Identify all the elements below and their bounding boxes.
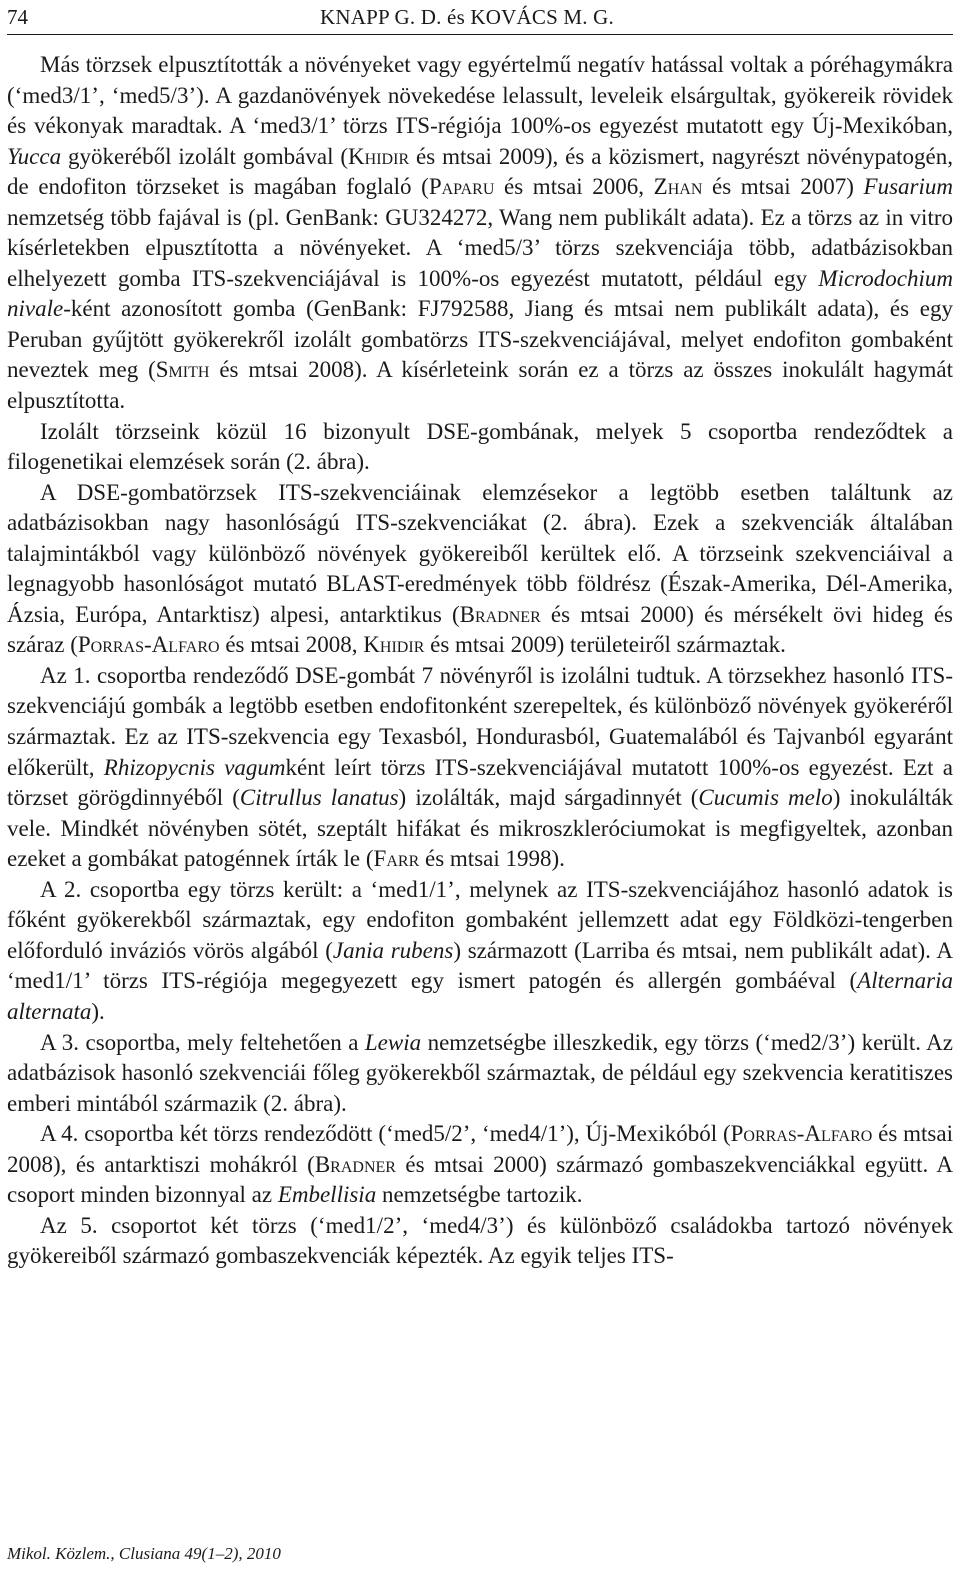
text-run: és mtsai 2006, Z (494, 174, 668, 200)
text-run: Más törzsek elpusztították a növényeket vagy egyértelmű negatív hatással voltak a póréhagymákra (‘med3/1’, ‘med5/3’). A gazdanövények növekedése lelassult, leveleik elsárgultak, gyökereik rövidek és vékonyak maradtak. A ‘med3/1’ törzs ITS-régiója 100%-os egyezést mutatott egy Új-Mexikóban, (7, 52, 953, 139)
italic-term: Embellisia (277, 1182, 377, 1208)
author-name: aparu (441, 174, 495, 200)
author-name: hidir (364, 143, 410, 169)
text-run: Az 5. csoportot két törzs (‘med1/2’, ‘med4/3’) és különböző családokba tartozó növények gyökereiből származó gombaszekvenciák képezték. Az egyik teljes ITS- (7, 1212, 953, 1269)
footer-citation: Mikol. Közlem., Clusiana 49(1–2), 2010 (7, 1544, 281, 1563)
author-name: lfaro (168, 632, 220, 658)
author-name: hidir (379, 632, 425, 658)
text-run: és mtsai 2009) területeiről származtak. (424, 632, 786, 658)
header-rule (7, 34, 953, 35)
paragraph (7, 875, 953, 1028)
running-title: KNAPP G. D. és KOVÁCS M. G. (320, 5, 614, 29)
body-text (7, 50, 953, 1272)
paragraph (7, 661, 953, 875)
text-run: ) inokulálták vele. Mindkét növényben sötét, szeptált hifákat és mikroszkleróciumokat is megfigyeltek, azonban ezeket a gombákat patogénnek írták le (F (7, 785, 953, 872)
text-run: és mtsai 2008), és antarktiszi mohákról (B (7, 1121, 953, 1177)
author-name: arr (386, 846, 420, 872)
italic-term: Alternaria alternata (7, 968, 953, 1024)
text-run: A 3. csoportba, mely feltehetően a (40, 1029, 365, 1055)
text-run: nemzetség több fajával is (pl. GenBank: GU324272, Wang nem publikált adata). Ez a törzs az in vitro kísérletekben elpusztította a növényeket. A ‘med5/3’ törzs szekvenciája több, adatbázisokban elhelyezett gomba ITS-szekvenciájával is 100%-os egyezést mutatott, például egy (7, 204, 953, 291)
paragraph (7, 50, 953, 417)
text-run: gyökeréből izolált gombával (K (61, 143, 365, 169)
paragraph (7, 1119, 953, 1211)
author-name: radner (330, 1151, 396, 1177)
author-name: mith (168, 357, 210, 383)
italic-term: Jania rubens (332, 937, 454, 963)
text-run: és mtsai 2009), és a közismert, nagyrészt növénypatogén, de endofiton törzseket is magában foglaló (P (7, 143, 953, 200)
text-run: ). (91, 998, 105, 1024)
text-run: nemzetségbe illeszkedik, egy törzs (‘med2/3’) került. Az adatbázisok hasonló szekvenciái főleg gyökerekből származtak, de például egy szekvencia keratitiszes emberi mintából származik (2. ábra). (7, 1029, 953, 1116)
text-run: ) származott (Larriba és mtsai, nem publikált adat). A ‘med1/1’ törzs ITS-régiója megegyezett egy ismert patogén és allergén gombáéval ( (7, 937, 953, 994)
italic-term: Lewia (364, 1029, 422, 1055)
text-run: és mtsai 2000) származó gombaszekvenciákkal együtt. A csoport minden bizonnyal az (7, 1151, 953, 1208)
author-name: han (667, 174, 703, 200)
italic-term: Yucca (7, 143, 62, 169)
paragraph (7, 1028, 953, 1120)
text-run: és mtsai 2008, K (219, 632, 380, 658)
author-name: radner (474, 601, 541, 627)
text-run: -A (144, 632, 169, 658)
paragraph (7, 417, 953, 478)
text-run: A DSE-gombatörzsek ITS-szekvenciáinak elemzésekor a legtöbb esetben találtunk az adatbázisokban nagy hasonlóságú ITS-szekvenciákat (2. ábra). Ezek a szekvenciák általában talajmintákból vagy különböző növények gyökereiből kerültek elő. A törzseink szekvenciáival a legnagyobb hasonlóságot mutató BLAST-eredmények több földrész (Észak-Amerika, Dél-Amerika, Ázsia, Európa, Antarktisz) alpesi, antarktikus (B (7, 479, 953, 627)
page-number: 74 (7, 5, 28, 29)
text-run: és mtsai 1998). (419, 846, 565, 872)
author-name: orras (743, 1121, 797, 1147)
text-run: ) izolálták, majd sárgadinnyét ( (398, 785, 699, 811)
text-run: A 4. csoportba két törzs rendeződött (‘med5/2’, ‘med4/1’), Új-Mexikóból (P (40, 1121, 744, 1147)
text-run: nemzetségbe tartozik. (376, 1182, 583, 1208)
text-run: -A (796, 1121, 822, 1147)
italic-term: Cucumis melo (698, 785, 833, 811)
text-run: -ként azonosított gomba (GenBank: FJ792588, Jiang és mtsai nem publikált adata), és egy Peruban gyűjtött gyökerekről izolált gombatörzs ITS-szekvenciájával, melyet endofiton gombaként neveztek meg (S (7, 296, 953, 383)
italic-term: Citrullus lanatus (239, 785, 399, 811)
text-run: és mtsai 2007) (702, 174, 864, 200)
paragraph (7, 1211, 953, 1272)
paragraph (7, 478, 953, 661)
running-header (7, 2, 953, 32)
author-name: orras (90, 632, 145, 658)
italic-term: Fusarium (863, 174, 953, 200)
italic-term: Rhizopycnis vagum (103, 754, 286, 780)
text-run: A 2. csoportba egy törzs került: a ‘med1/1’, melynek az ITS-szekvenciájához hasonló adatok is főként gyökerekből származtak, egy endofiton gombaként jellemzett adat egy Földközi-tengerben előforduló inváziós vörös algából ( (7, 876, 953, 963)
text-run: Az 1. csoportba rendeződő DSE-gombát 7 növényről is izolálni tudtuk. A törzsekhez hasonló ITS-szekvenciájú gombák a legtöbb esetben endofitonként szerepeltek, és különböző növények gyökeréről származtak. Ez az ITS-szekvencia egy Texasból, Hondurasból, Guatemalából és Tajvanból egyaránt előkerült, (7, 662, 953, 780)
text-run: és mtsai 2000) és mérsékelt övi hideg és száraz (P (7, 601, 953, 658)
italic-term: Microdochium nivale (7, 265, 953, 322)
text-run: és mtsai 2008). A kísérleteink során ez a törzs az összes inokulált hagymát elpusztította. (7, 357, 953, 414)
text-run: Izolált törzseink közül 16 bizonyult DSE-gombának, melyek 5 csoportba rendeződtek a filogenetikai elemzések során (2. ábra). (7, 418, 953, 475)
text-run: ként leírt törzs ITS-szekvenciájával mutatott 100%-os egyezést. Ezt a törzset görögdinnyéből ( (7, 754, 954, 811)
author-name: lfaro (821, 1121, 873, 1147)
